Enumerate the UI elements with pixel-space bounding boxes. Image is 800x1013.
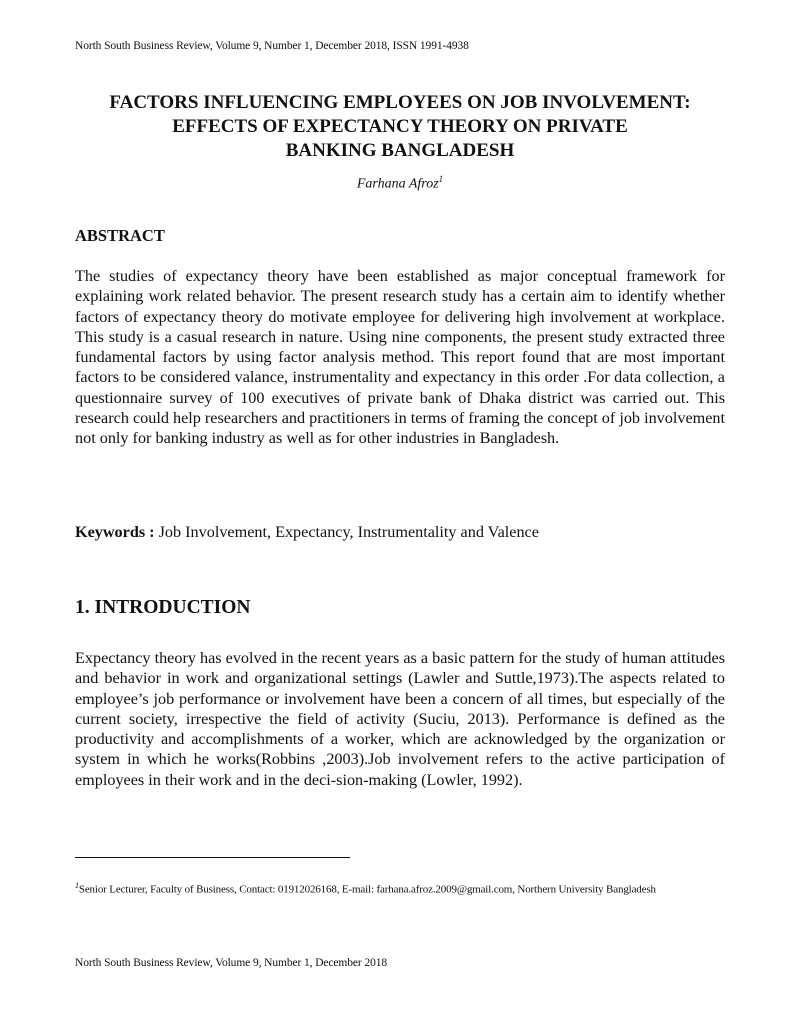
keywords-label: Keywords :	[75, 523, 155, 541]
introduction-text: Expectancy theory has evolved in the recent years as a basic pattern for the study of human attitudes and behavior in work and organizational settings (Lawler and Suttle,1973).The aspects related to employee’s job performance or involvement have been a concern of all times, but especially of the current society, irrespective the field of activity (Suciu, 2013). Performance is defined as the productivity and accomplishments of a worker, which are acknowledged by the organization or system in which he works(Robbins ,2003).Job involvement refers to the active participation of employees in their work and in the deci-sion-making (Lowler, 1992).	[75, 649, 725, 789]
abstract-heading: ABSTRACT	[75, 226, 165, 245]
keywords-line	[75, 523, 539, 542]
author-name: Farhana Afroz	[356, 176, 439, 192]
author-line	[60, 174, 740, 193]
title-line-1: FACTORS INFLUENCING EMPLOYEES ON JOB INVOLVEMENT:	[109, 92, 691, 113]
abstract-text: The studies of expectancy theory have been established as major conceptual framework for explaining work related behavior. The present research study has a certain aim to identify whether factors of expectancy theory do motivate employee for delivering high involvement at workplace. This study is a casual research in nature. Using nine components, the present study extracted three fundamental factors by using factor analysis method. This report found that are most important factors to be considered valance, instrumentality and expectancy in this order .For data collection, a questionnaire survey of 100 executives of private bank of Dhaka district was carried out. This research could help researchers and practitioners in terms of framing the concept of job involvement not only for banking industry as well as for other industries in Bangladesh.	[75, 267, 725, 448]
introduction-heading: 1. INTRODUCTION	[75, 597, 251, 618]
title-line-3: BANKING BANGLADESH	[285, 140, 515, 161]
footnote-mark: 1	[75, 881, 79, 890]
footnote	[75, 881, 656, 896]
footnote-text: Senior Lecturer, Faculty of Business, Contact: 01912026168, E-mail: farhana.afroz.2009@gmail.com, Northern University Bangladesh	[78, 883, 656, 896]
keywords-text: Job Involvement, Expectancy, Instrumentality and Valence	[158, 523, 539, 541]
title-line-2: EFFECTS OF EXPECTANCY THEORY ON PRIVATE	[172, 116, 628, 137]
running-head: North South Business Review, Volume 9, Number 1, December 2018, ISSN 1991-4938	[75, 40, 469, 52]
footnote-divider	[75, 857, 350, 858]
running-foot: North South Business Review, Volume 9, Number 1, December 2018	[75, 957, 388, 969]
paper-title	[60, 91, 740, 163]
author-footnote-mark[interactable]: 1	[438, 174, 444, 184]
